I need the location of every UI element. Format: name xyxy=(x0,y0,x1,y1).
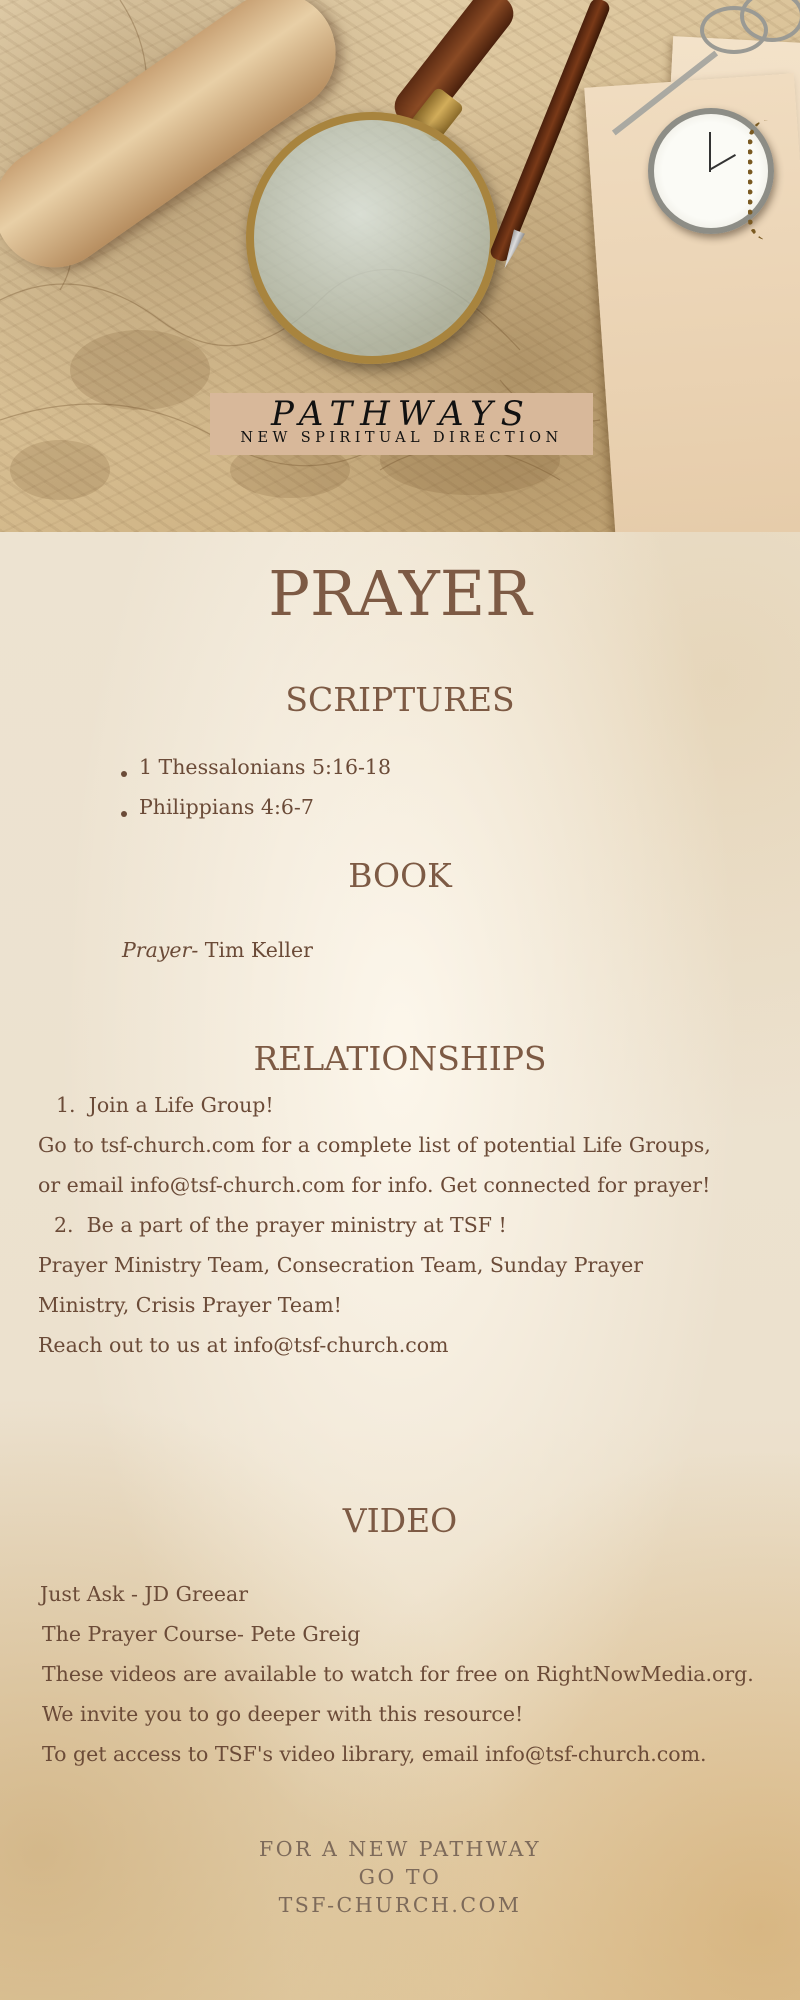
book-heading: BOOK xyxy=(348,856,452,895)
relationships-text: or email info@tsf-church.com for info. Get connected for prayer! xyxy=(38,1173,711,1197)
list-number: 2. xyxy=(54,1213,74,1237)
relationships-text: Go to tsf-church.com for a complete list of potential Life Groups, xyxy=(38,1133,711,1157)
brand-subtitle: NEW SPIRITUAL DIRECTION xyxy=(240,430,563,446)
video-line: Just Ask - JD Greear xyxy=(40,1582,249,1606)
list-item xyxy=(54,1213,507,1237)
video-heading: VIDEO xyxy=(342,1501,458,1540)
brand-banner xyxy=(210,393,593,455)
book-entry xyxy=(122,938,313,962)
watch-chain xyxy=(748,120,793,240)
relationships-text: Reach out to us at info@tsf-church.com xyxy=(38,1333,449,1357)
book-author: Tim Keller xyxy=(204,938,313,962)
list-label: Join a Life Group! xyxy=(88,1093,274,1117)
list-label: Be a part of the prayer ministry at TSF ! xyxy=(86,1213,507,1237)
relationships-text: Prayer Ministry Team, Consecration Team, Sunday Prayer xyxy=(38,1253,644,1277)
magnifying-glass-icon xyxy=(246,112,498,364)
list-number: 1. xyxy=(56,1093,76,1117)
bullet-icon xyxy=(121,811,127,817)
video-line: To get access to TSF's video library, email info@tsf-church.com. xyxy=(42,1742,707,1766)
footer-link[interactable]: TSF-CHURCH.COM xyxy=(278,1893,522,1917)
video-line: These videos are available to watch for free on RightNowMedia.org. xyxy=(42,1662,754,1686)
footer-line: GO TO xyxy=(358,1865,442,1889)
scripture-item: 1 Thessalonians 5:16-18 xyxy=(139,755,391,779)
video-line: The Prayer Course- Pete Greig xyxy=(42,1622,361,1646)
scripture-item: Philippians 4:6-7 xyxy=(139,795,314,819)
video-line: We invite you to go deeper with this resource! xyxy=(42,1702,524,1726)
brand-title: PATHWAYS xyxy=(271,394,532,434)
page-title: PRAYER xyxy=(268,557,532,630)
content-area xyxy=(0,532,800,2000)
footer-line: FOR A NEW PATHWAY xyxy=(259,1837,541,1861)
relationships-heading: RELATIONSHIPS xyxy=(253,1039,547,1078)
scriptures-heading: SCRIPTURES xyxy=(285,680,515,719)
relationships-text: Ministry, Crisis Prayer Team! xyxy=(38,1293,342,1317)
header-image xyxy=(0,0,800,532)
list-item xyxy=(56,1093,274,1117)
bullet-icon xyxy=(121,771,127,777)
book-title: Prayer- xyxy=(122,938,199,962)
